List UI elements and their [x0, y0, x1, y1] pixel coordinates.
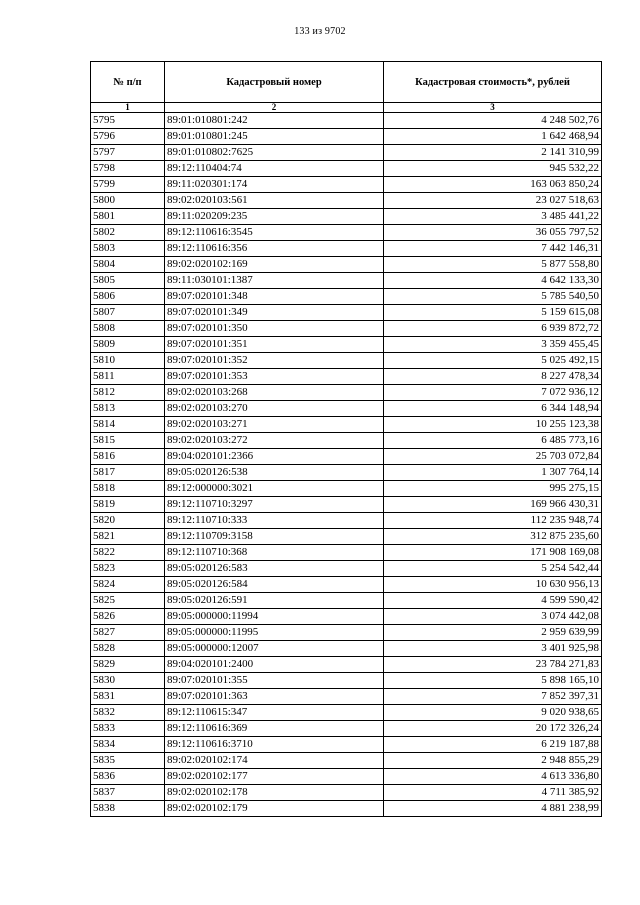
row-number-cell: 5817 — [91, 465, 165, 481]
cadastral-value-table — [90, 61, 602, 817]
cadastral-number-cell: 89:11:030101:1387 — [165, 273, 384, 289]
table-row — [91, 721, 602, 737]
cadastral-value-cell: 995 275,15 — [384, 481, 602, 497]
row-number-cell: 5808 — [91, 321, 165, 337]
column-header-number: № п/п — [91, 62, 165, 103]
cadastral-number-cell: 89:11:020301:174 — [165, 177, 384, 193]
row-number-cell: 5836 — [91, 769, 165, 785]
cadastral-number-cell: 89:02:020103:268 — [165, 385, 384, 401]
cadastral-value-cell: 4 881 238,99 — [384, 801, 602, 817]
table-row — [91, 785, 602, 801]
cadastral-number-cell: 89:12:110615:347 — [165, 705, 384, 721]
cadastral-value-cell: 1 642 468,94 — [384, 129, 602, 145]
cadastral-number-cell: 89:12:110709:3158 — [165, 529, 384, 545]
row-number-cell: 5830 — [91, 673, 165, 689]
table-row — [91, 177, 602, 193]
table-row — [91, 321, 602, 337]
table-row — [91, 193, 602, 209]
cadastral-value-cell: 7 442 146,31 — [384, 241, 602, 257]
row-number-cell: 5837 — [91, 785, 165, 801]
row-number-cell: 5820 — [91, 513, 165, 529]
row-number-cell: 5829 — [91, 657, 165, 673]
cadastral-value-cell: 23 784 271,83 — [384, 657, 602, 673]
cadastral-value-cell: 3 485 441,22 — [384, 209, 602, 225]
cadastral-number-cell: 89:01:010801:242 — [165, 113, 384, 129]
cadastral-number-cell: 89:07:020101:350 — [165, 321, 384, 337]
row-number-cell: 5825 — [91, 593, 165, 609]
table-row — [91, 305, 602, 321]
cadastral-value-cell: 5 159 615,08 — [384, 305, 602, 321]
page-counter: 133 из 9702 — [294, 26, 346, 37]
table-row — [91, 465, 602, 481]
cadastral-number-cell: 89:12:110404:74 — [165, 161, 384, 177]
row-number-cell: 5811 — [91, 369, 165, 385]
row-number-cell: 5795 — [91, 113, 165, 129]
row-number-cell: 5816 — [91, 449, 165, 465]
table-row — [91, 641, 602, 657]
table-row — [91, 385, 602, 401]
cadastral-number-cell: 89:02:020103:272 — [165, 433, 384, 449]
table-row — [91, 593, 602, 609]
row-number-cell: 5838 — [91, 801, 165, 817]
cadastral-number-cell: 89:05:020126:591 — [165, 593, 384, 609]
row-number-cell: 5796 — [91, 129, 165, 145]
cadastral-number-cell: 89:02:020103:270 — [165, 401, 384, 417]
cadastral-number-cell: 89:12:110616:3545 — [165, 225, 384, 241]
row-number-cell: 5802 — [91, 225, 165, 241]
column-number-row — [91, 103, 602, 113]
row-number-cell: 5831 — [91, 689, 165, 705]
cadastral-number-cell: 89:05:000000:11994 — [165, 609, 384, 625]
column-header-cadastral-value: Кадастровая стоимость*, рублей — [384, 62, 602, 103]
cadastral-number-cell: 89:07:020101:353 — [165, 369, 384, 385]
table-row — [91, 577, 602, 593]
table-row — [91, 401, 602, 417]
cadastral-number-cell: 89:12:000000:3021 — [165, 481, 384, 497]
table-row — [91, 513, 602, 529]
cadastral-value-cell: 4 711 385,92 — [384, 785, 602, 801]
row-number-cell: 5797 — [91, 145, 165, 161]
cadastral-value-cell: 36 055 797,52 — [384, 225, 602, 241]
cadastral-value-cell: 4 599 590,42 — [384, 593, 602, 609]
row-number-cell: 5828 — [91, 641, 165, 657]
row-number-cell: 5818 — [91, 481, 165, 497]
cadastral-value-cell: 9 020 938,65 — [384, 705, 602, 721]
cadastral-value-cell: 25 703 072,84 — [384, 449, 602, 465]
row-number-cell: 5823 — [91, 561, 165, 577]
column-number-1: 1 — [91, 103, 165, 113]
cadastral-number-cell: 89:12:110616:369 — [165, 721, 384, 737]
cadastral-value-cell: 10 255 123,38 — [384, 417, 602, 433]
cadastral-number-cell: 89:07:020101:351 — [165, 337, 384, 353]
cadastral-number-cell: 89:12:110710:368 — [165, 545, 384, 561]
table-row — [91, 801, 602, 817]
row-number-cell: 5835 — [91, 753, 165, 769]
cadastral-number-cell: 89:05:000000:11995 — [165, 625, 384, 641]
cadastral-value-cell: 6 939 872,72 — [384, 321, 602, 337]
cadastral-value-cell: 3 359 455,45 — [384, 337, 602, 353]
cadastral-value-cell: 4 642 133,30 — [384, 273, 602, 289]
row-number-cell: 5834 — [91, 737, 165, 753]
cadastral-number-cell: 89:04:020101:2366 — [165, 449, 384, 465]
table-row — [91, 673, 602, 689]
table-body — [91, 113, 602, 817]
table-row — [91, 769, 602, 785]
cadastral-value-cell: 10 630 956,13 — [384, 577, 602, 593]
table-row — [91, 657, 602, 673]
cadastral-number-cell: 89:02:020102:174 — [165, 753, 384, 769]
cadastral-value-cell: 4 613 336,80 — [384, 769, 602, 785]
cadastral-number-cell: 89:07:020101:348 — [165, 289, 384, 305]
cadastral-number-cell: 89:05:000000:12007 — [165, 641, 384, 657]
row-number-cell: 5826 — [91, 609, 165, 625]
cadastral-number-cell: 89:11:020209:235 — [165, 209, 384, 225]
cadastral-value-cell: 5 025 492,15 — [384, 353, 602, 369]
cadastral-number-cell: 89:02:020102:178 — [165, 785, 384, 801]
row-number-cell: 5801 — [91, 209, 165, 225]
cadastral-number-cell: 89:02:020103:271 — [165, 417, 384, 433]
cadastral-value-cell: 5 254 542,44 — [384, 561, 602, 577]
table-row — [91, 113, 602, 129]
cadastral-value-cell: 7 072 936,12 — [384, 385, 602, 401]
column-number-2: 2 — [165, 103, 384, 113]
cadastral-value-cell: 8 227 478,34 — [384, 369, 602, 385]
row-number-cell: 5806 — [91, 289, 165, 305]
table-row — [91, 529, 602, 545]
cadastral-value-cell: 20 172 326,24 — [384, 721, 602, 737]
table-row — [91, 337, 602, 353]
table-row — [91, 257, 602, 273]
cadastral-value-cell: 2 959 639,99 — [384, 625, 602, 641]
cadastral-value-cell: 4 248 502,76 — [384, 113, 602, 129]
cadastral-number-cell: 89:07:020101:349 — [165, 305, 384, 321]
cadastral-number-cell: 89:07:020101:363 — [165, 689, 384, 705]
table-row — [91, 161, 602, 177]
table-row — [91, 737, 602, 753]
cadastral-number-cell: 89:05:020126:584 — [165, 577, 384, 593]
table-row — [91, 209, 602, 225]
row-number-cell: 5833 — [91, 721, 165, 737]
cadastral-value-cell: 3 074 442,08 — [384, 609, 602, 625]
row-number-cell: 5814 — [91, 417, 165, 433]
row-number-cell: 5804 — [91, 257, 165, 273]
cadastral-number-cell: 89:12:110616:3710 — [165, 737, 384, 753]
table-row — [91, 609, 602, 625]
cadastral-value-cell: 1 307 764,14 — [384, 465, 602, 481]
table-row — [91, 417, 602, 433]
row-number-cell: 5824 — [91, 577, 165, 593]
cadastral-value-cell: 169 966 430,31 — [384, 497, 602, 513]
cadastral-number-cell: 89:12:110710:333 — [165, 513, 384, 529]
cadastral-number-cell: 89:07:020101:352 — [165, 353, 384, 369]
row-number-cell: 5832 — [91, 705, 165, 721]
table-header-row — [91, 62, 602, 103]
table-row — [91, 241, 602, 257]
table-row — [91, 497, 602, 513]
cadastral-value-cell: 7 852 397,31 — [384, 689, 602, 705]
row-number-cell: 5798 — [91, 161, 165, 177]
cadastral-number-cell: 89:07:020101:355 — [165, 673, 384, 689]
table-row — [91, 369, 602, 385]
row-number-cell: 5821 — [91, 529, 165, 545]
cadastral-number-cell: 89:12:110710:3297 — [165, 497, 384, 513]
row-number-cell: 5809 — [91, 337, 165, 353]
cadastral-number-cell: 89:02:020102:179 — [165, 801, 384, 817]
cadastral-number-cell: 89:02:020102:177 — [165, 769, 384, 785]
row-number-cell: 5813 — [91, 401, 165, 417]
row-number-cell: 5803 — [91, 241, 165, 257]
cadastral-value-cell: 6 485 773,16 — [384, 433, 602, 449]
row-number-cell: 5810 — [91, 353, 165, 369]
cadastral-number-cell: 89:12:110616:356 — [165, 241, 384, 257]
cadastral-value-cell: 5 877 558,80 — [384, 257, 602, 273]
table-row — [91, 753, 602, 769]
table-row — [91, 561, 602, 577]
cadastral-number-cell: 89:02:020103:561 — [165, 193, 384, 209]
cadastral-value-cell: 3 401 925,98 — [384, 641, 602, 657]
table-row — [91, 273, 602, 289]
row-number-cell: 5800 — [91, 193, 165, 209]
row-number-cell: 5812 — [91, 385, 165, 401]
cadastral-number-cell: 89:05:020126:538 — [165, 465, 384, 481]
cadastral-value-cell: 5 785 540,50 — [384, 289, 602, 305]
cadastral-number-cell: 89:01:010802:7625 — [165, 145, 384, 161]
cadastral-number-cell: 89:04:020101:2400 — [165, 657, 384, 673]
table-row — [91, 689, 602, 705]
row-number-cell: 5805 — [91, 273, 165, 289]
table-row — [91, 481, 602, 497]
cadastral-value-cell: 112 235 948,74 — [384, 513, 602, 529]
cadastral-value-cell: 5 898 165,10 — [384, 673, 602, 689]
table-row — [91, 705, 602, 721]
table-row — [91, 289, 602, 305]
cadastral-value-cell: 2 948 855,29 — [384, 753, 602, 769]
table-row — [91, 545, 602, 561]
table-row — [91, 225, 602, 241]
row-number-cell: 5807 — [91, 305, 165, 321]
cadastral-value-cell: 6 344 148,94 — [384, 401, 602, 417]
cadastral-value-cell: 2 141 310,99 — [384, 145, 602, 161]
cadastral-number-cell: 89:02:020102:169 — [165, 257, 384, 273]
table-row — [91, 449, 602, 465]
cadastral-value-cell: 171 908 169,08 — [384, 545, 602, 561]
row-number-cell: 5822 — [91, 545, 165, 561]
row-number-cell: 5819 — [91, 497, 165, 513]
table-row — [91, 433, 602, 449]
table-row — [91, 145, 602, 161]
table-row — [91, 353, 602, 369]
row-number-cell: 5827 — [91, 625, 165, 641]
cadastral-value-cell: 945 532,22 — [384, 161, 602, 177]
cadastral-value-cell: 23 027 518,63 — [384, 193, 602, 209]
row-number-cell: 5799 — [91, 177, 165, 193]
cadastral-number-cell: 89:05:020126:583 — [165, 561, 384, 577]
cadastral-value-cell: 312 875 235,60 — [384, 529, 602, 545]
cadastral-value-cell: 6 219 187,88 — [384, 737, 602, 753]
table-row — [91, 625, 602, 641]
cadastral-value-cell: 163 063 850,24 — [384, 177, 602, 193]
table-row — [91, 129, 602, 145]
column-number-3: 3 — [384, 103, 602, 113]
row-number-cell: 5815 — [91, 433, 165, 449]
column-header-cadastral-number: Кадастровый номер — [165, 62, 384, 103]
cadastral-number-cell: 89:01:010801:245 — [165, 129, 384, 145]
